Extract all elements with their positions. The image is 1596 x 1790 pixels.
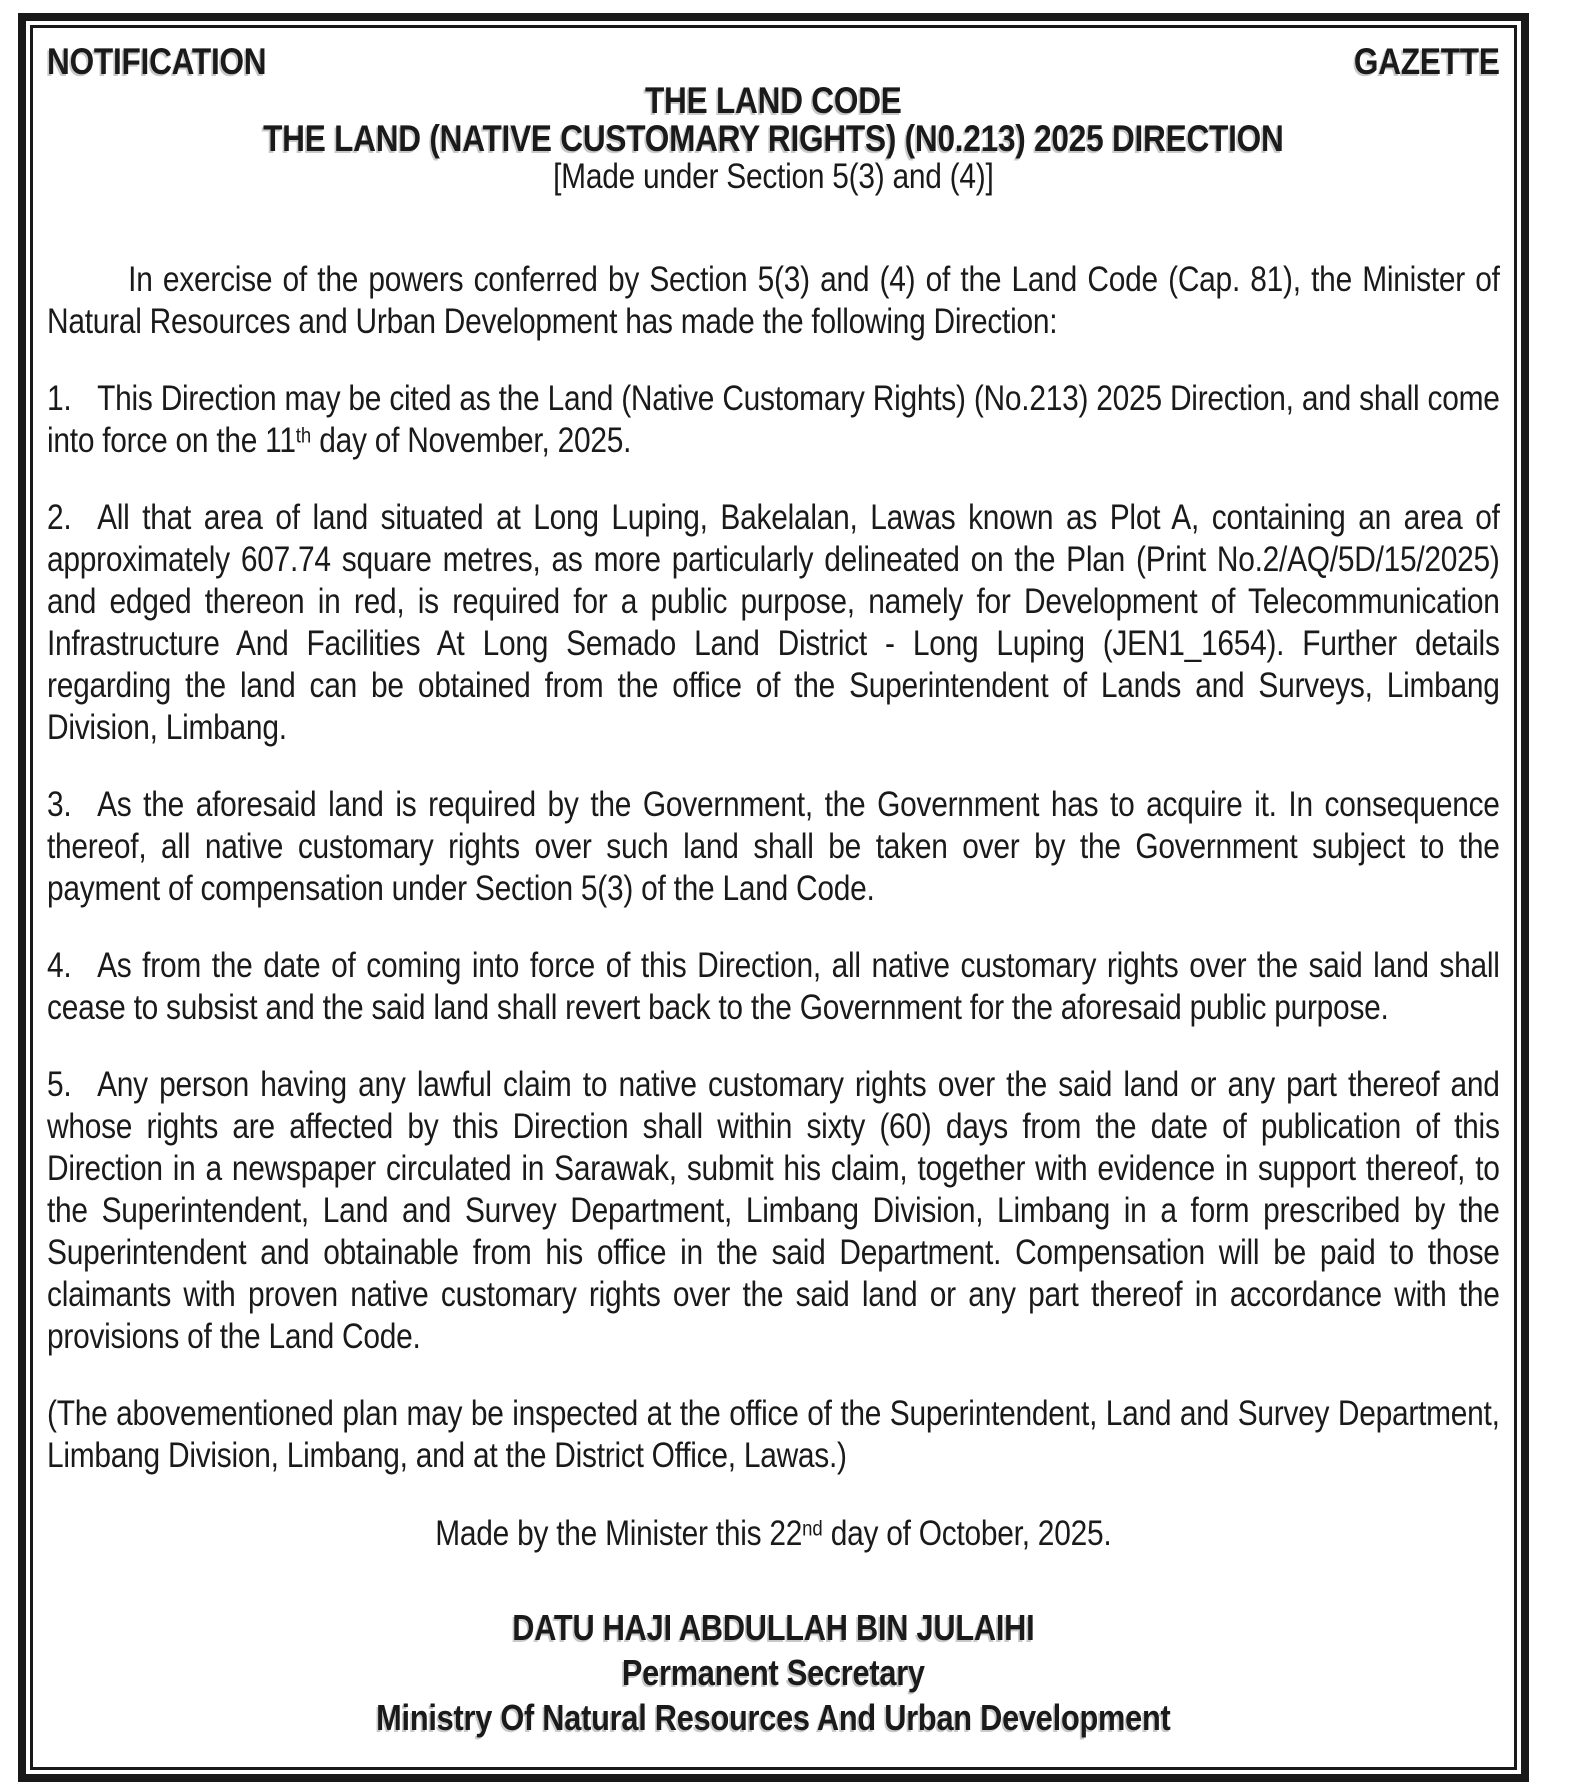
- made-date-text: Made by the Minister this 22: [435, 1514, 803, 1553]
- signatory-title: Permanent Secretary: [621, 1652, 925, 1693]
- masthead-gazette-label: GAZETTE: [1353, 41, 1500, 82]
- numbered-paragraph-1: [47, 378, 1500, 462]
- intro-paragraph: In exercise of the powers conferred by Section 5(3) and (4) of the Land Code (Cap. 81), the Minister of Natural Resources and Urban Development has made the following Direction:: [47, 260, 1500, 341]
- made-date-line: [47, 1513, 1500, 1555]
- paragraph-number: 3.: [47, 785, 72, 824]
- gazette-notice-frame: [18, 13, 1529, 1782]
- paragraph-text: This Direction may be cited as the Land (Native Customary Rights) (No.213) 2025 Direction, and shall come into force on the 11: [47, 379, 1500, 460]
- numbered-paragraph-4: [47, 945, 1500, 1029]
- paragraph-number: 1.: [47, 379, 72, 418]
- paragraph-text: Any person having any lawful claim to native customary rights over the said land or any part thereof and whose rights are affected by this Direction shall within sixty (60) days from the date of publication of this Direction in a newspaper circulated in Sarawak, submit his claim, together with evidence in support thereof, to the Superintendent, Land and Survey Department, Limbang Division, Limbang in a form prescribed by the Superintendent and obtainable from his office in the said Department. Compensation will be paid to those claimants with proven native customary rights over the said land or any part thereof in accordance with the provisions of the Land Code.: [47, 1065, 1500, 1356]
- notice-content: [47, 42, 1500, 1740]
- plan-inspection-note: (The abovementioned plan may be inspected at the office of the Superintendent, Land and Survey Department, Limbang Division, Limbang, and at the District Office, Lawas.): [47, 1394, 1500, 1475]
- gazette-notice-inner-border: [30, 25, 1517, 1770]
- doc-subtitle: THE LAND (NATIVE CUSTOMARY RIGHTS) (N0.213) 2025 DIRECTION: [263, 118, 1284, 159]
- masthead-notification-label: NOTIFICATION: [47, 41, 267, 82]
- paragraph-text: As the aforesaid land is required by the Government, the Government has to acquire it. In consequence thereof, all native customary rights over such land shall be taken over by the Government subject to the payment of compensation under Section 5(3) of the Land Code.: [47, 785, 1500, 908]
- paragraph-number: 4.: [47, 946, 72, 985]
- signatory-name: DATU HAJI ABDULLAH BIN JULAIHI: [512, 1607, 1035, 1648]
- paragraph-text: All that area of land situated at Long Luping, Bakelalan, Lawas known as Plot A, containing an area of approximately 607.74 square metres, as more particularly delineated on the Plan (Print No.2/AQ/5D/15/2025) and edged thereon in red, is required for a public purpose, namely for Development of Telecommunication Infrastructure And Facilities At Long Semado Land District - Long Luping (JEN1_1654). Further details regarding the land can be obtained from the office of the Superintendent of Lands and Surveys, Limbang Division, Limbang.: [47, 498, 1500, 747]
- paragraph-number: 2.: [47, 498, 72, 537]
- masthead: [47, 42, 1500, 82]
- ordinal-suffix: nd: [802, 1515, 823, 1541]
- signature-block: [47, 1605, 1500, 1740]
- numbered-paragraph-5: [47, 1064, 1500, 1358]
- doc-title: THE LAND CODE: [645, 80, 902, 121]
- made-date-text: day of October, 2025.: [822, 1514, 1112, 1553]
- ordinal-suffix: th: [295, 422, 312, 448]
- numbered-paragraph-2: [47, 497, 1500, 749]
- paragraph-text: day of November, 2025.: [311, 421, 632, 460]
- signatory-ministry: Ministry Of Natural Resources And Urban Development: [376, 1697, 1171, 1738]
- numbered-paragraph-3: [47, 784, 1500, 910]
- paragraph-number: 5.: [47, 1065, 72, 1104]
- doc-enabling-clause: [Made under Section 5(3) and (4)]: [553, 157, 994, 196]
- paragraph-text: As from the date of coming into force of this Direction, all native customary rights over the said land shall cease to subsist and the said land shall revert back to the Government for the aforesaid public purpose.: [47, 946, 1500, 1027]
